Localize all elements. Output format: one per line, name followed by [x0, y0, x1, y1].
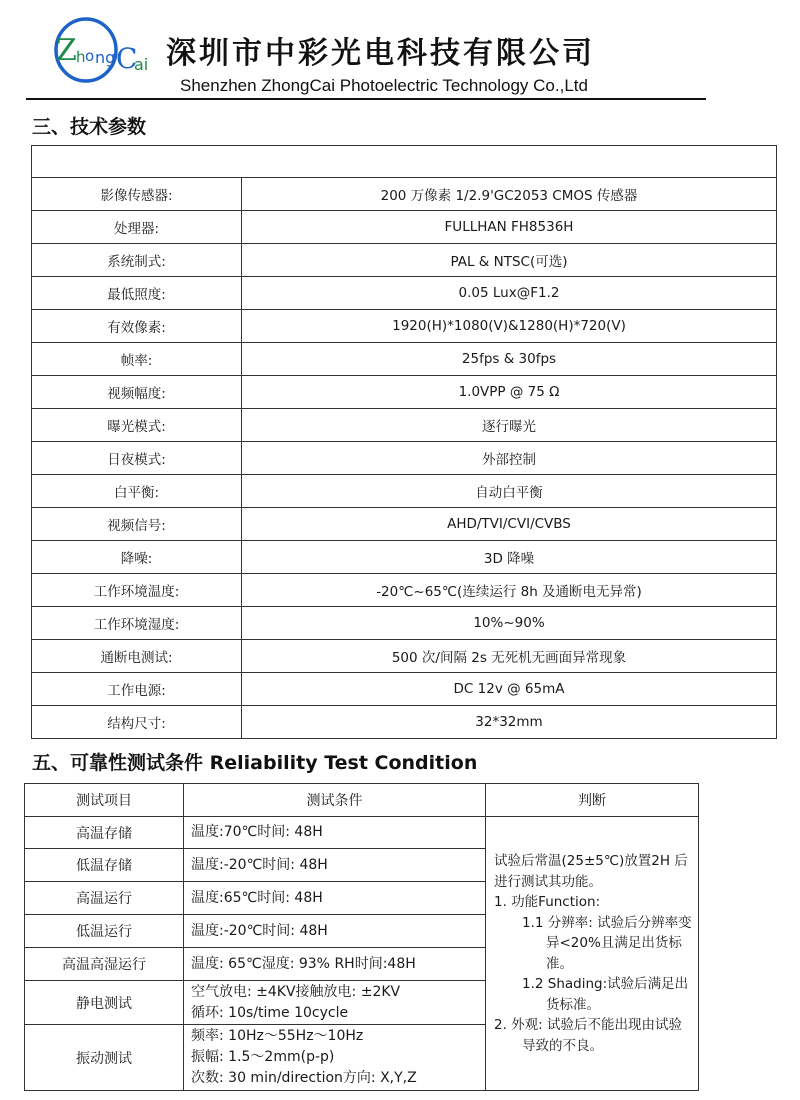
- table-row: [32, 442, 777, 475]
- spec-label: 工作环境温度:: [32, 574, 242, 607]
- spec-value: 500 次/间隔 2s 无死机无画面异常现象: [242, 640, 777, 673]
- table-row: [32, 475, 777, 508]
- table-row: [32, 277, 777, 310]
- spec-value: 32*32mm: [242, 706, 777, 739]
- test-item: 高温运行: [25, 882, 184, 915]
- spec-value: 外部控制: [242, 442, 777, 475]
- spec-label: 工作电源:: [32, 673, 242, 706]
- test-item: 振动测试: [25, 1025, 184, 1091]
- company-logo: [48, 10, 152, 92]
- section-3-title: 三、技术参数: [32, 116, 147, 138]
- table-row: [32, 211, 777, 244]
- spec-value: 1.0VPP @ 75 Ω: [242, 376, 777, 409]
- condition-line: 温度: 65℃湿度: 93% RH时间:48H: [191, 955, 416, 972]
- company-name-cn: 深圳市中彩光电科技有限公司: [166, 36, 595, 71]
- judgement-item-1-2: 1.2 Shading:试验后满足出货标准。: [522, 976, 689, 1013]
- svg-text:ng: ng: [95, 48, 116, 67]
- test-item: 静电测试: [25, 981, 184, 1025]
- spec-label: 影像传感器:: [32, 178, 242, 211]
- test-condition: [184, 882, 486, 915]
- table-row: [32, 574, 777, 607]
- spec-label: 视频幅度:: [32, 376, 242, 409]
- test-condition: [184, 849, 486, 882]
- svg-text:Z: Z: [56, 33, 77, 68]
- condition-line: 频率: 10Hz～55Hz～10Hz: [191, 1028, 364, 1044]
- spec-label: 系统制式:: [32, 244, 242, 277]
- table-row: [32, 244, 777, 277]
- condition-line: 振幅: 1.5～2mm(p-p): [191, 1049, 335, 1065]
- spec-value: FULLHAN FH8536H: [242, 211, 777, 244]
- header-divider: [26, 98, 706, 100]
- condition-line: 温度:65℃时间: 48H: [191, 889, 323, 906]
- svg-text:ai: ai: [134, 55, 149, 74]
- condition-line: 空气放电: ±4KV接触放电: ±2KV: [191, 983, 401, 1000]
- spec-label: 视频信号:: [32, 508, 242, 541]
- spec-label: 有效像素:: [32, 310, 242, 343]
- table-row: [32, 673, 777, 706]
- table-row: [32, 508, 777, 541]
- table-row: [32, 409, 777, 442]
- spec-value: DC 12v @ 65mA: [242, 673, 777, 706]
- spec-label: 曝光模式:: [32, 409, 242, 442]
- table-header-row: [25, 784, 699, 817]
- spec-value: 1920(H)*1080(V)&1280(H)*720(V): [242, 310, 777, 343]
- spec-label: 结构尺寸:: [32, 706, 242, 739]
- table-header-blank-row: [32, 146, 777, 178]
- test-item: 低温存储: [25, 849, 184, 882]
- spec-label: 通断电测试:: [32, 640, 242, 673]
- spec-value: 自动白平衡: [242, 475, 777, 508]
- spec-value: 0.05 Lux@F1.2: [242, 277, 777, 310]
- test-item: 高温存储: [25, 817, 184, 849]
- company-name-en: Shenzhen ZhongCai Photoelectric Technology Co.,Ltd: [180, 76, 588, 95]
- spec-label: 处理器:: [32, 211, 242, 244]
- test-condition: [184, 817, 486, 849]
- spec-label: 降噪:: [32, 541, 242, 574]
- table-row: [25, 817, 699, 849]
- condition-line: 次数: 30 min/direction方向: X,Y,Z: [191, 1070, 417, 1086]
- tech-spec-table: [31, 145, 777, 739]
- spec-label: 工作环境湿度:: [32, 607, 242, 640]
- header-test-item: 测试项目: [25, 784, 184, 817]
- test-condition: [184, 981, 486, 1025]
- condition-line: 温度:70℃时间: 48H: [191, 824, 323, 840]
- spec-value: -20℃~65℃(连续运行 8h 及通断电无异常): [242, 574, 777, 607]
- svg-text:C: C: [116, 42, 138, 75]
- header-test-condition: 测试条件: [184, 784, 486, 817]
- spec-value: 25fps & 30fps: [242, 343, 777, 376]
- table-row: [32, 376, 777, 409]
- header-judgement: 判断: [486, 784, 699, 817]
- spec-value: PAL & NTSC(可选): [242, 244, 777, 277]
- section-5-title: 五、可靠性测试条件 Reliability Test Condition: [32, 752, 478, 774]
- spec-label: 帧率:: [32, 343, 242, 376]
- test-condition: [184, 1025, 486, 1091]
- condition-line: 循环: 10s/time 10cycle: [191, 1004, 349, 1021]
- reliability-test-table: [24, 783, 699, 1091]
- spec-label: 日夜模式:: [32, 442, 242, 475]
- judgement-item-1-1: 1.1 分辨率: 试验后分辨率变异<20%且满足出货标准。: [522, 914, 692, 972]
- condition-line: 温度:-20℃时间: 48H: [191, 856, 328, 873]
- table-row: [32, 541, 777, 574]
- spec-label: 白平衡:: [32, 475, 242, 508]
- judgement-cell: [486, 817, 699, 1091]
- spec-value: AHD/TVI/CVI/CVBS: [242, 508, 777, 541]
- judgement-item-2: 2. 外观: 试验后不能出现由试验导致的不良。: [494, 1017, 683, 1054]
- spec-value: 200 万像素 1/2.9'GC2053 CMOS 传感器: [242, 178, 777, 211]
- spec-value: 10%~90%: [242, 607, 777, 640]
- svg-text:o: o: [85, 47, 95, 65]
- test-condition: [184, 915, 486, 948]
- table-row: [32, 706, 777, 739]
- test-condition: [184, 948, 486, 981]
- svg-text:h: h: [76, 48, 86, 66]
- condition-line: 温度:-20℃时间: 48H: [191, 922, 328, 939]
- table-row: [32, 607, 777, 640]
- table-row: [32, 640, 777, 673]
- test-item: 高温高湿运行: [25, 948, 184, 981]
- table-row: [32, 343, 777, 376]
- table-row: [32, 178, 777, 211]
- judgement-item-1: 1. 功能Function:: [494, 894, 601, 910]
- spec-value: 3D 降噪: [242, 541, 777, 574]
- table-row: [32, 310, 777, 343]
- spec-label: 最低照度:: [32, 277, 242, 310]
- test-item: 低温运行: [25, 915, 184, 948]
- spec-value: 逐行曝光: [242, 409, 777, 442]
- judgement-intro: 试验后常温(25±5℃)放置2H 后进行测试其功能。: [494, 853, 688, 890]
